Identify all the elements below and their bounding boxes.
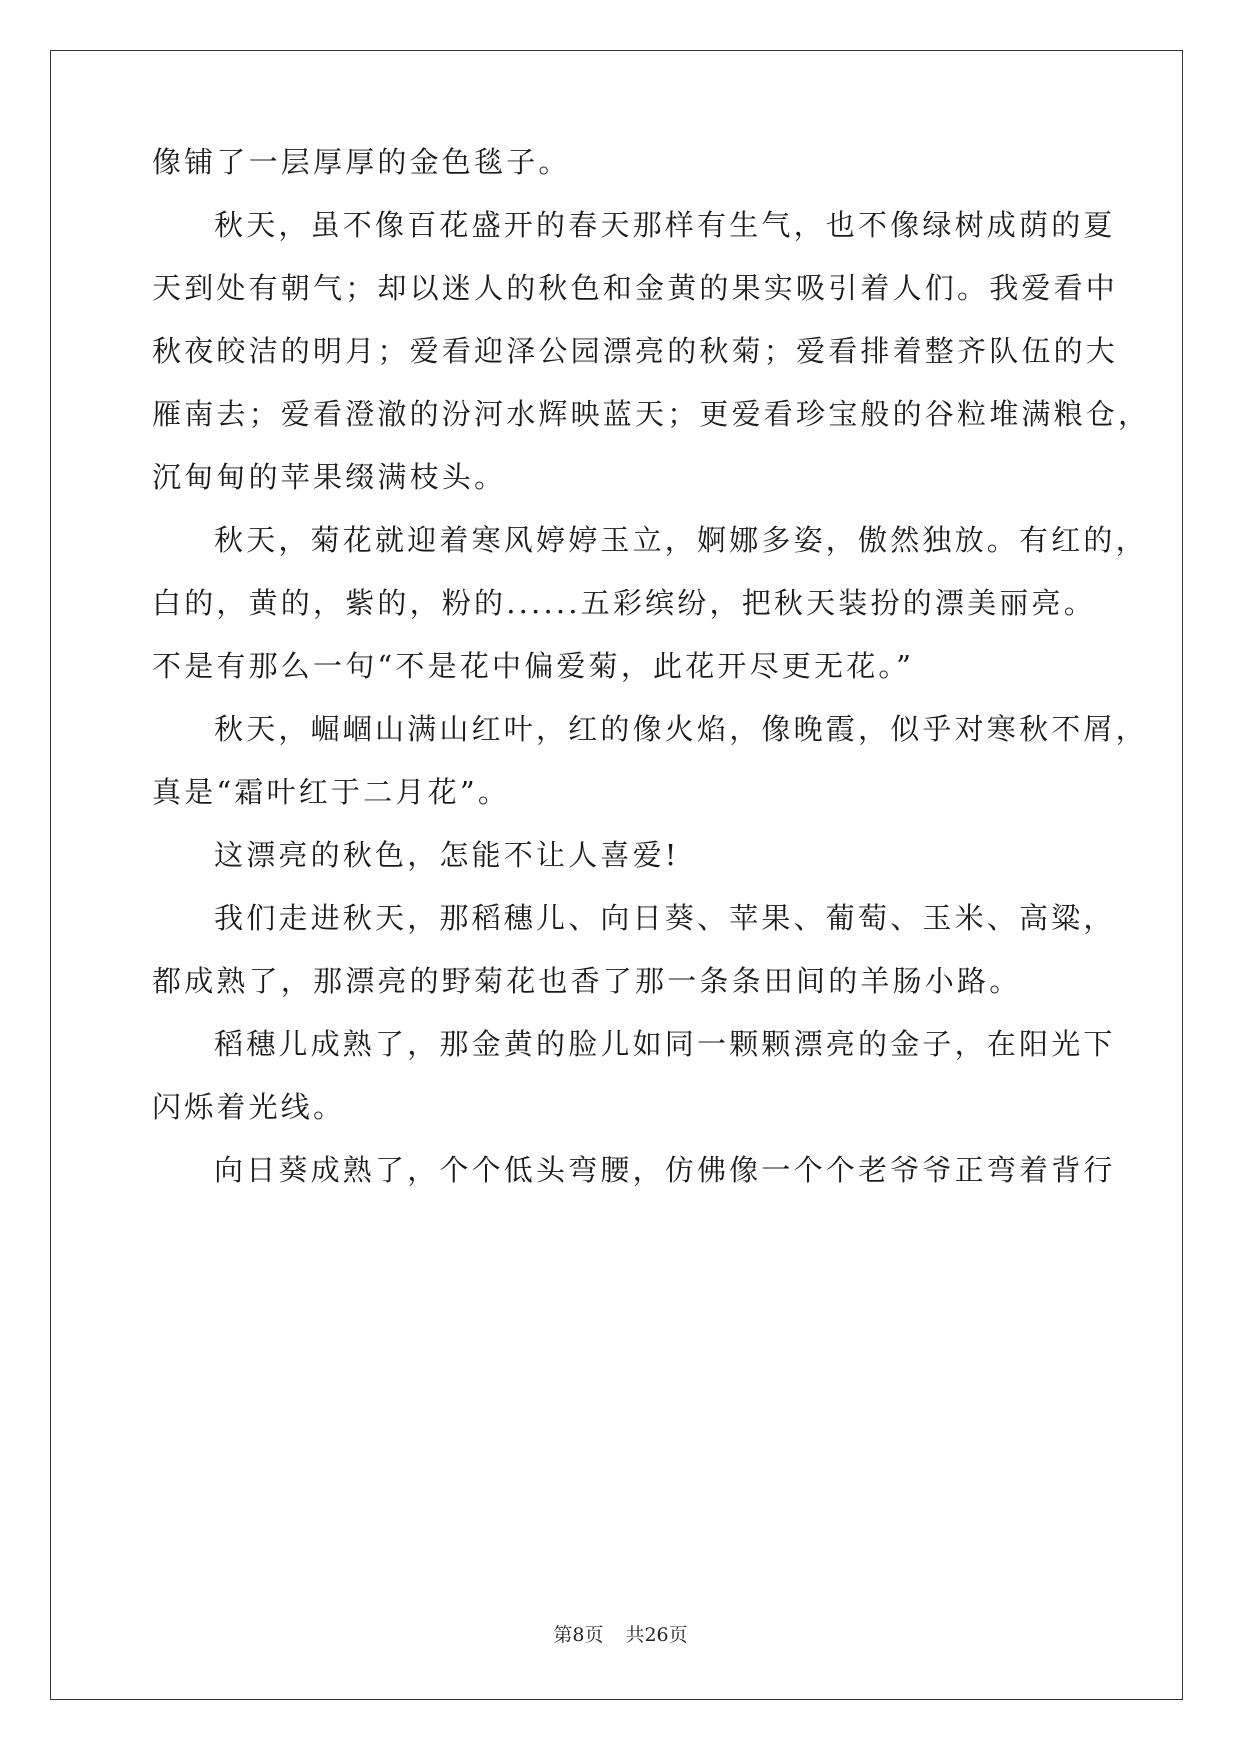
document-body [152, 145, 1151, 1233]
total-pages-label: 共26页 [625, 1624, 688, 1646]
text-line: 向日葵成熟了，个个低头弯腰，仿佛像一个个老爷爷正弯着背行 [214, 1153, 1116, 1187]
text-line: 不是有那么一句“不是花中偏爱菊，此花开尽更无花。” [152, 649, 915, 683]
text-line: 这漂亮的秋色，怎能不让人喜爱! [214, 838, 680, 872]
current-page-label: 第8页 [553, 1624, 604, 1646]
text-line: 白的，黄的，紫的，粉的......五彩缤纷，把秋天装扮的漂美丽亮。 [152, 586, 1096, 620]
text-line: 沉甸甸的苹果缀满枝头。 [152, 460, 507, 494]
text-line: 都成熟了，那漂亮的野菊花也香了那一条条田间的羊肠小路。 [152, 964, 1022, 998]
text-line: 稻穗儿成熟了，那金黄的脸儿如同一颗颗漂亮的金子，在阳光下 [214, 1027, 1116, 1061]
text-line: 雁南去；爱看澄澈的汾河水辉映蓝天；更爱看珍宝般的谷粒堆满粮仓， [152, 397, 1151, 431]
text-line: 秋天，菊花就迎着寒风婷婷玉立，婀娜多姿，傲然独放。有红的， [214, 523, 1148, 557]
page-footer [0, 1620, 1241, 1647]
text-line: 闪烁着光线。 [152, 1090, 346, 1124]
text-line: 我们走进秋天，那稻穗儿、向日葵、苹果、葡萄、玉米、高粱， [214, 901, 1116, 935]
text-line: 像铺了一层厚厚的金色毯子。 [152, 145, 571, 179]
text-line: 真是“霜叶红于二月花”。 [152, 775, 511, 809]
text-line: 秋天，虽不像百花盛开的春天那样有生气，也不像绿树成荫的夏 [214, 208, 1116, 242]
text-line: 天到处有朝气；却以迷人的秋色和金黄的果实吸引着人们。我爱看中 [152, 271, 1119, 305]
text-line: 秋天，崛崓山满山红叶，红的像火焰，像晚霞，似乎对寒秋不屑， [214, 712, 1148, 746]
text-line: 秋夜皎洁的明月；爱看迎泽公园漂亮的秋菊；爱看排着整齐队伍的大 [152, 334, 1119, 368]
